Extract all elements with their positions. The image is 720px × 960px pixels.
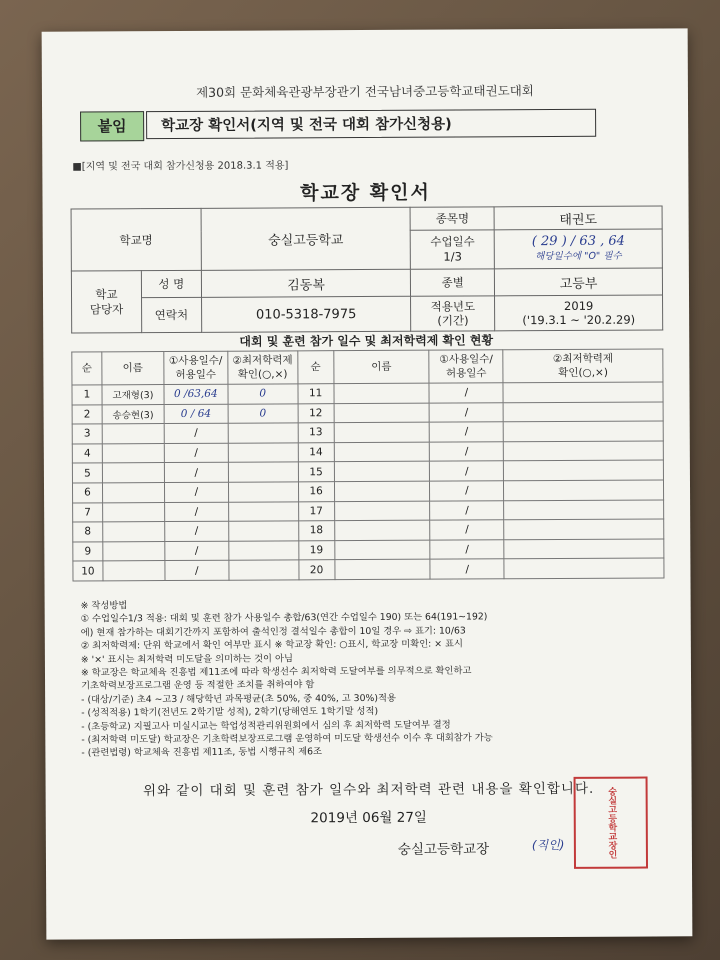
row-check <box>228 501 298 521</box>
row-days: / <box>430 559 504 579</box>
row-days: / <box>430 481 504 501</box>
col-num-right: 순 <box>297 351 333 384</box>
row-check <box>504 558 664 578</box>
row-days: / <box>164 443 228 463</box>
row-name <box>103 561 165 581</box>
row-name: 고재형(3) <box>102 385 164 405</box>
attend-label: 수업일수 <box>430 234 475 249</box>
col-days-right-1: ①사용일수/ <box>439 353 493 366</box>
col-min-left-1: ②최저학력제 <box>232 354 293 367</box>
row-days: 0 / 64 <box>164 404 228 424</box>
row-check <box>229 541 299 561</box>
row-check <box>228 521 298 541</box>
row-check <box>504 519 664 539</box>
contact-label: 연락처 <box>141 297 201 332</box>
row-check <box>504 441 664 461</box>
col-min-right-1: ②최저학력제 <box>552 352 614 366</box>
participation-table <box>71 348 664 581</box>
row-days: / <box>165 521 229 541</box>
row-check <box>229 560 299 580</box>
row-name <box>334 422 430 442</box>
row-days: / <box>430 422 504 442</box>
row-check <box>228 443 298 463</box>
row-days: / <box>430 520 504 540</box>
row-num: 6 <box>72 483 102 503</box>
row-name <box>102 443 164 463</box>
row-num: 9 <box>73 542 103 562</box>
seal-label: (직인) <box>531 837 565 853</box>
row-check <box>503 402 663 422</box>
row-num: 18 <box>298 521 334 541</box>
row-name <box>103 522 165 542</box>
row-check <box>503 421 663 441</box>
row-days: / <box>429 402 503 422</box>
document-page <box>42 28 693 939</box>
attachment-label: 붙임 <box>80 111 144 141</box>
document-title: 학교장 확인서 <box>300 181 431 205</box>
col-name-right: 이름 <box>333 350 429 384</box>
note-line: ※ '×' 표시는 최저학력 미도달을 의미하는 것이 아님 <box>80 653 293 666</box>
row-name <box>334 462 430 482</box>
attend-cell <box>494 229 662 269</box>
col-min-right <box>503 349 663 383</box>
form-note: ■[지역 및 전국 대회 참가신청용 2018.3.1 적용] <box>72 160 289 173</box>
row-check <box>228 423 298 443</box>
row-check <box>504 539 664 559</box>
note-line: ※ 작성방법 <box>80 600 128 612</box>
row-num: 14 <box>298 442 334 462</box>
row-name <box>334 540 430 560</box>
row-days: / <box>164 482 228 502</box>
row-days: / <box>429 383 503 403</box>
row-name <box>102 424 164 444</box>
staff-label-1: 학교 <box>95 286 118 301</box>
year-period: ('19.3.1 ~ '20.2.29) <box>522 312 636 328</box>
row-num: 5 <box>72 463 102 483</box>
school-name: 숭실고등학교 <box>201 207 411 270</box>
row-name <box>334 501 430 521</box>
col-min-left-2: 확인(○,×) <box>237 368 288 381</box>
form-title: 학교장 확인서(지역 및 전국 대회 참가신청용) <box>146 109 596 139</box>
row-name <box>334 560 430 580</box>
col-days-right-2: 허용일수 <box>445 367 487 380</box>
row-num: 7 <box>73 502 103 522</box>
row-num: 20 <box>299 560 335 580</box>
row-days: / <box>165 541 229 561</box>
col-min-left <box>228 351 298 384</box>
staff-label-cell <box>71 271 141 333</box>
row-name <box>102 463 164 483</box>
contact-value: 010-5318-7975 <box>201 296 411 332</box>
row-days: / <box>164 502 228 522</box>
note-line: - (초등학교) 지필고사 미실시교는 학업성적관리위원회에서 심의 후 최저학력 도달여부 결정 <box>81 719 451 733</box>
row-num: 4 <box>72 444 102 464</box>
row-name <box>103 541 165 561</box>
instructions <box>81 596 672 760</box>
signing-date: 2019년 06월 27일 <box>310 809 427 827</box>
row-days: / <box>164 423 228 443</box>
row-num: 1 <box>72 385 102 405</box>
row-check <box>228 462 298 482</box>
row-num: 10 <box>73 561 103 581</box>
row-name <box>334 403 430 423</box>
year-label-2: (기간) <box>437 313 469 328</box>
attend-value: ( 29 ) / 63 , 64 <box>531 233 625 250</box>
row-check <box>228 482 298 502</box>
name-value: 김동복 <box>201 269 411 297</box>
row-name <box>102 483 164 503</box>
event-value: 태권도 <box>494 206 662 230</box>
row-num: 15 <box>298 462 334 482</box>
row-days: 0 /63,64 <box>164 384 228 404</box>
school-label: 학교명 <box>71 208 201 271</box>
row-num: 11 <box>298 384 334 404</box>
row-name <box>334 383 430 403</box>
row-check: 0 <box>228 384 298 404</box>
col-days-left <box>164 351 228 384</box>
confirm-statement: 위와 같이 대회 및 훈련 참가 일수와 최저학력 관련 내용을 확인합니다. <box>142 780 595 800</box>
row-num: 19 <box>298 540 334 560</box>
row-num: 8 <box>73 522 103 542</box>
row-num: 2 <box>72 404 102 424</box>
seal-text: 숭실고등학교장인 <box>606 786 617 859</box>
col-name-left: 이름 <box>102 352 164 385</box>
row-check <box>504 500 664 520</box>
row-check <box>503 382 663 402</box>
event-label: 종목명 <box>410 207 494 230</box>
col-min-right-2: 확인(○,×) <box>558 366 608 379</box>
division-value: 고등부 <box>495 268 663 296</box>
row-days: / <box>430 461 504 481</box>
attend-note: 해당일수에 "O" 필수 <box>535 250 622 263</box>
note-line: ※ 학교장은 학교체육 진흥법 제11조에 따라 학생선수 최저학력 도달여부를 의무적으로 확인하고 <box>80 665 472 679</box>
note-line: 에) 현재 참가하는 대회기간까지 포함하여 출석인정 결석일수 총합이 10일 경우 ⇨ 표기: 10/63 <box>80 625 466 639</box>
note-line: - (대상/기준) 초4 ~고3 / 해당학년 과목평균(초 50%, 중 40%, 고 30%)적용 <box>81 692 396 706</box>
note-line: ② 최저학력제: 단위 학교에서 확인 여부만 표시 ※ 학교장 확인: ○표시, 학교장 미확인: × 표시 <box>80 638 463 652</box>
note-line: - (관련법령) 학교체육 진흥법 제11조, 동법 시행규칙 제6조 <box>81 746 323 759</box>
table-row <box>73 558 664 581</box>
row-num: 3 <box>72 424 102 444</box>
row-check <box>504 480 664 500</box>
row-name <box>334 442 430 462</box>
row-num: 16 <box>298 482 334 502</box>
row-check <box>504 460 664 480</box>
row-name <box>334 481 430 501</box>
note-line: ① 수업일수1/3 적용: 대회 및 훈련 참가 사용일수 총합/63(연간 수업일수 190) 또는 64(191~192) <box>80 611 488 625</box>
col-days-left-1: ①사용일수/ <box>168 354 223 368</box>
row-name <box>103 502 165 522</box>
year-label-cell <box>411 296 495 331</box>
principal-name: 숭실고등학교장 <box>397 841 490 858</box>
division-label: 종별 <box>411 269 495 296</box>
info-table <box>71 205 664 333</box>
col-num-left: 순 <box>72 352 102 385</box>
attend-fraction: 1/3 <box>443 249 462 264</box>
row-days: / <box>165 561 229 581</box>
row-days: / <box>430 540 504 560</box>
year-label-1: 적용년도 <box>430 299 476 314</box>
note-line: 기초학력보장프로그램 운영 등 적절한 조치를 취하여야 함 <box>81 679 315 692</box>
section-title: 대회 및 훈련 참가 일수 및 최저학력제 확인 현황 <box>239 333 494 349</box>
note-line: - (성적적용) 1학기(전년도 2학기말 성적), 2학기(당해연도 1학기말 성적) <box>81 706 379 719</box>
official-seal <box>574 777 648 869</box>
row-days: / <box>430 500 504 520</box>
row-name: 송승현(3) <box>102 404 164 424</box>
row-days: / <box>430 442 504 462</box>
row-name <box>334 520 430 540</box>
row-days: / <box>164 463 228 483</box>
attend-label-cell <box>411 230 495 269</box>
competition-title: 제30회 문화체육관광부장관기 전국남녀중고등학교태권도대회 <box>196 83 534 100</box>
row-num: 17 <box>298 501 334 521</box>
col-days-left-2: 허용일수 <box>175 368 217 382</box>
name-label: 성 명 <box>141 270 201 297</box>
year-value: 2019 <box>564 298 594 313</box>
year-cell <box>495 295 663 331</box>
staff-label-2: 담당자 <box>89 301 124 316</box>
row-num: 12 <box>298 403 334 423</box>
row-num: 13 <box>298 423 334 443</box>
col-days-right <box>429 350 503 383</box>
row-check: 0 <box>228 403 298 423</box>
note-line: - (최저학력 미도달) 학교장은 기초학력보장프로그램 운영하여 미도달 학생선수 이수 후 대회참가 가능 <box>81 732 493 746</box>
